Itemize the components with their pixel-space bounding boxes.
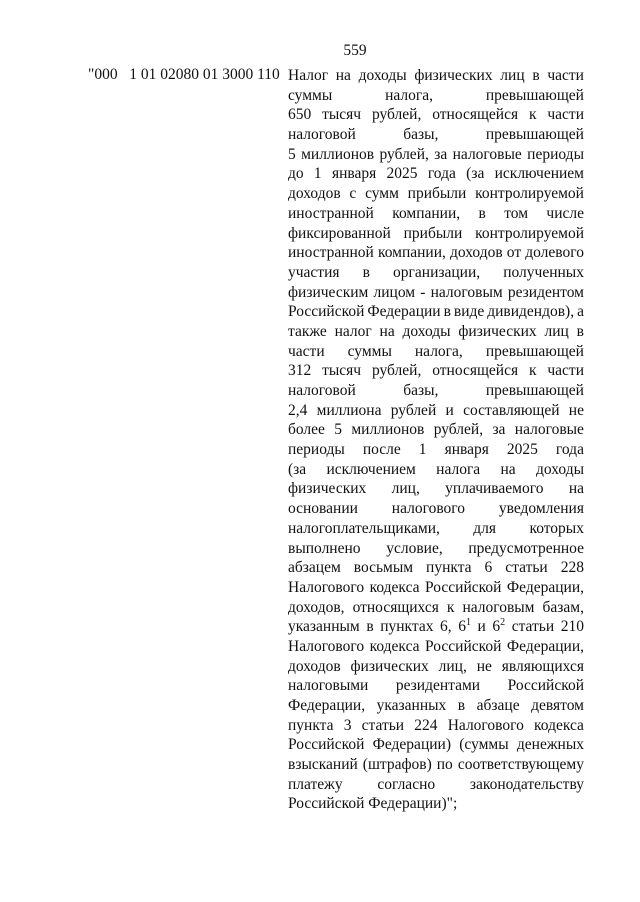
- description-word: налоговые: [452, 145, 522, 163]
- description-word: Российской Федерации)";: [288, 795, 458, 813]
- description-word: 2025: [386, 165, 418, 183]
- description-line: [288, 263, 584, 283]
- description-word: полученных: [503, 263, 584, 281]
- description-word: Налогового: [447, 716, 524, 734]
- description-word: после: [362, 441, 401, 459]
- description-word: прибыли: [407, 185, 467, 203]
- description-word: превышающей: [485, 86, 584, 104]
- description-word: дивидендов),: [487, 303, 575, 321]
- description-word: налоговые: [514, 421, 584, 439]
- description-word: 3: [343, 716, 352, 734]
- description-word: к: [528, 106, 537, 124]
- description-word: января: [444, 441, 489, 459]
- description-word: уплачиваемого: [445, 480, 544, 498]
- description-word: а: [577, 303, 584, 321]
- description-word: $6^1$: [458, 617, 471, 636]
- description-word: превышающей: [485, 342, 584, 360]
- description-word: налога,: [385, 86, 433, 104]
- description-line: [288, 283, 584, 303]
- description-word: 5: [288, 145, 296, 163]
- description-word: Российской: [425, 578, 502, 596]
- description-word: пункта: [426, 559, 472, 577]
- description-word: до: [288, 165, 304, 183]
- description-word: физических: [350, 657, 429, 675]
- description-word: тысяч: [322, 362, 362, 380]
- description-word: 5: [334, 421, 343, 439]
- description-word: лиц,: [391, 480, 420, 498]
- description-word: части: [547, 106, 584, 124]
- description-word: физических: [458, 322, 537, 340]
- description-line: [288, 479, 584, 499]
- description-word: статьи: [361, 716, 405, 734]
- description-word: участия: [288, 263, 340, 281]
- description-word: рублей,: [379, 145, 429, 163]
- description-word: на: [379, 322, 395, 340]
- description-word: относящейся: [432, 106, 519, 124]
- description-word: прибыли: [403, 224, 463, 242]
- description-word: за: [492, 421, 506, 439]
- description-word: к: [528, 362, 537, 380]
- description-word: к: [446, 598, 455, 616]
- description-word: 2025: [506, 441, 538, 459]
- description-word: взысканий: [288, 756, 358, 774]
- description-line: [288, 519, 584, 539]
- description-word: сумм: [365, 185, 399, 203]
- description-line: [288, 735, 584, 755]
- description-word: девятом: [531, 697, 584, 714]
- description-word: Налогового: [288, 637, 365, 655]
- description-word: 1: [313, 165, 322, 183]
- description-word: Налог: [288, 67, 329, 84]
- description-word: от: [506, 244, 522, 262]
- description-word: 6,: [440, 618, 452, 636]
- description-line: [288, 66, 584, 86]
- description-word: условие,: [386, 539, 443, 557]
- description-line: [288, 755, 584, 775]
- description-word: налоговой: [288, 126, 356, 144]
- description-word: физическим: [288, 283, 369, 301]
- description-line: [288, 499, 584, 519]
- description-word: указанных: [376, 697, 447, 714]
- description-word: года: [555, 441, 584, 459]
- description-word: в: [443, 303, 451, 321]
- description-word: статьи: [511, 618, 555, 636]
- description-line: [288, 539, 584, 559]
- description-word: компании,: [392, 204, 461, 222]
- description-word: более: [288, 421, 325, 439]
- description-word: на: [335, 67, 351, 84]
- description-word: части: [547, 67, 584, 84]
- description-word: которых: [529, 519, 584, 537]
- description-word: базам,: [542, 598, 584, 616]
- description-word: в: [478, 204, 486, 222]
- description-word: доходов: [288, 185, 341, 203]
- description-word: не: [476, 657, 492, 675]
- description-word: согласно: [377, 775, 436, 793]
- description-word: лиц,: [438, 657, 467, 675]
- description-word: базы,: [403, 126, 439, 144]
- description-word: 2,4: [288, 401, 308, 419]
- description-line: [288, 420, 584, 440]
- description-line: [288, 224, 584, 244]
- description-line: [288, 775, 584, 795]
- description-word: на: [568, 480, 584, 498]
- description-line: [288, 105, 584, 125]
- description-word: контролируемой: [475, 185, 584, 203]
- description-word: по: [436, 756, 453, 774]
- description-word: с: [349, 185, 357, 203]
- description-word: миллионов: [351, 421, 425, 439]
- description-word: $6^2$: [492, 617, 506, 636]
- description-word: рублей,: [371, 106, 422, 124]
- description-word: лицом: [373, 283, 416, 301]
- description-word: компании,: [377, 244, 446, 262]
- description-word: рублей: [390, 401, 437, 419]
- description-line: [288, 676, 584, 696]
- description-word: уведомления: [498, 500, 584, 518]
- description-word: января: [331, 165, 377, 183]
- description-word: в: [576, 322, 584, 340]
- description-word: денежных: [516, 736, 584, 754]
- description-word: относящейся: [432, 362, 519, 380]
- description-word: в: [457, 697, 466, 714]
- description-word: доходы: [358, 67, 407, 84]
- description-word: доходы: [535, 460, 584, 478]
- description-word: (за: [288, 460, 307, 478]
- description-word: Федерации,: [288, 697, 366, 714]
- description-word: кодекса: [369, 637, 420, 655]
- description-word: восьмым: [353, 559, 414, 577]
- description-line: [288, 184, 584, 204]
- description-word: физических: [288, 480, 367, 498]
- description-line: [288, 322, 584, 342]
- entry-description: [288, 66, 584, 814]
- description-word: в: [532, 67, 540, 84]
- description-word: абзаце: [476, 697, 520, 714]
- description-word: периоды: [288, 441, 345, 459]
- description-word: пункта: [288, 716, 334, 734]
- description-word: долевого: [525, 244, 584, 262]
- description-line: [288, 460, 584, 480]
- description-word: налоговыми: [288, 677, 369, 695]
- description-word: резидентами: [395, 677, 481, 695]
- description-word: Российской: [288, 736, 365, 754]
- description-word: миллиона: [316, 401, 382, 419]
- description-word: доходов: [288, 657, 341, 675]
- description-word: абзацем: [288, 559, 341, 577]
- description-line: [288, 716, 584, 736]
- description-word: 1: [418, 441, 427, 459]
- description-word: миллионов: [301, 145, 375, 163]
- description-line: [288, 125, 584, 145]
- description-line: [288, 657, 584, 677]
- description-word: Российской: [507, 677, 584, 695]
- description-line: [288, 578, 584, 598]
- description-word: доходов,: [288, 598, 345, 616]
- description-line: [288, 598, 584, 618]
- description-word: выполнено: [288, 539, 361, 557]
- description-word: 312: [288, 362, 312, 380]
- description-word: суммы: [347, 342, 392, 360]
- description-word: тысяч: [322, 106, 362, 124]
- description-word: года: [427, 165, 456, 183]
- description-word: для: [473, 519, 497, 537]
- description-line: [288, 243, 584, 263]
- budget-classification-code: "000 1 01 02080 01 3000 110: [88, 66, 280, 83]
- description-word: в: [366, 618, 374, 636]
- description-line: [288, 617, 584, 637]
- description-word: налог: [334, 322, 372, 340]
- description-word: налоговым: [430, 283, 503, 301]
- description-line: [288, 302, 584, 322]
- description-word: исключением: [326, 460, 416, 478]
- description-word: указанным: [288, 618, 360, 636]
- description-word: лиц: [544, 322, 569, 340]
- description-word: -: [420, 283, 426, 301]
- description-word: превышающей: [485, 126, 584, 144]
- description-word: кодекса: [369, 578, 420, 596]
- description-word: налогоплательщиками,: [288, 519, 440, 537]
- description-word: статьи: [505, 559, 548, 577]
- description-word: Федерации,: [506, 578, 584, 596]
- description-word: 228: [560, 559, 584, 577]
- description-line: [288, 558, 584, 578]
- description-line: [288, 204, 584, 224]
- description-word: и: [445, 401, 454, 419]
- description-line: [288, 164, 584, 184]
- description-word: Федерации: [367, 303, 441, 321]
- description-word: периоды: [527, 145, 584, 163]
- description-word: 6: [484, 559, 493, 577]
- description-word: виде: [453, 303, 485, 321]
- page-number: 559: [343, 42, 367, 59]
- description-line: [288, 145, 584, 165]
- description-word: Федерации,: [506, 637, 584, 655]
- description-word: доходы: [402, 322, 451, 340]
- description-word: физических: [414, 67, 493, 84]
- description-word: организации,: [393, 263, 481, 281]
- description-word: налога: [436, 460, 481, 478]
- description-word: части: [547, 362, 584, 380]
- description-word: на: [500, 460, 516, 478]
- description-word: резидентом: [507, 283, 584, 301]
- description-word: иностранной: [288, 204, 374, 222]
- description-line: [288, 361, 584, 381]
- description-word: (штрафов): [362, 756, 432, 774]
- description-word: исключением: [494, 165, 584, 183]
- description-word: Российской: [288, 303, 365, 321]
- description-word: не: [568, 401, 584, 419]
- description-word: кодекса: [534, 716, 584, 734]
- description-word: базы,: [403, 382, 439, 399]
- description-word: основании: [288, 500, 358, 518]
- description-word: законодательству: [469, 775, 584, 793]
- description-word: рублей,: [433, 421, 484, 439]
- description-word: предусмотренное: [468, 539, 584, 557]
- description-word: лиц: [500, 67, 525, 84]
- description-word: платежу: [288, 775, 343, 793]
- description-line: [288, 86, 584, 106]
- description-line: [288, 401, 584, 421]
- description-word: налога,: [414, 342, 463, 360]
- description-line: [288, 440, 584, 460]
- description-word: составляющей: [463, 401, 560, 419]
- description-word: иностранной: [288, 244, 374, 262]
- description-line: [288, 342, 584, 362]
- description-word: налогового: [391, 500, 465, 518]
- description-word: относящихся: [352, 598, 439, 616]
- description-line: [288, 637, 584, 657]
- description-word: фиксированной: [288, 224, 391, 242]
- description-word: налоговым: [462, 598, 535, 616]
- description-word: являющихся: [501, 657, 584, 675]
- description-word: налоговой: [288, 382, 356, 399]
- description-word: пунктах: [380, 618, 434, 636]
- description-word: суммы: [288, 86, 333, 104]
- description-word: также: [288, 322, 327, 340]
- description-word: (за: [466, 165, 485, 183]
- description-line: [288, 381, 584, 401]
- description-word: Налогового: [288, 578, 365, 596]
- description-word: том: [504, 204, 529, 222]
- description-word: в: [362, 263, 370, 281]
- description-word: за: [434, 145, 448, 163]
- description-word: доходов: [450, 244, 503, 262]
- description-word: числе: [546, 204, 584, 222]
- description-word: (суммы: [459, 736, 509, 754]
- description-word: 650: [288, 106, 312, 124]
- description-word: части: [288, 342, 325, 360]
- description-word: Российской: [425, 637, 502, 655]
- description-word: 224: [414, 716, 438, 734]
- description-word: Федерации): [372, 736, 451, 754]
- description-word: соответствующему: [457, 756, 584, 774]
- description-line: [288, 696, 584, 716]
- description-line: [288, 794, 584, 814]
- description-word: и: [477, 618, 486, 636]
- description-word: 210: [560, 618, 584, 636]
- description-word: превышающей: [485, 382, 584, 399]
- description-word: рублей,: [371, 362, 422, 380]
- description-word: контролируемой: [475, 224, 584, 242]
